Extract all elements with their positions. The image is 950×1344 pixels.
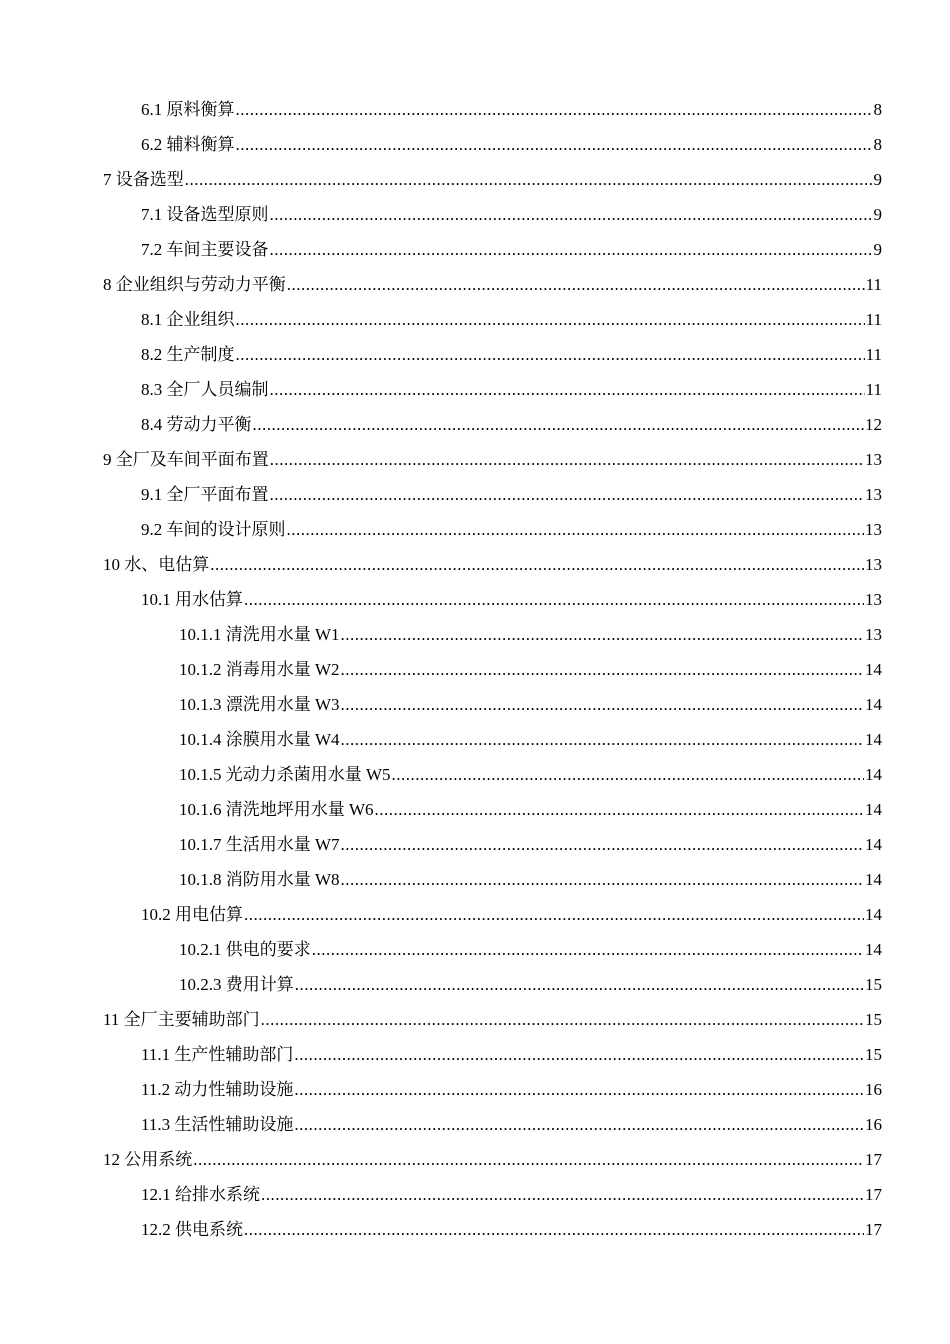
toc-dot-leader — [210, 547, 864, 582]
toc-entry[interactable] — [103, 232, 882, 267]
toc-dot-leader — [236, 92, 873, 127]
toc-entry[interactable] — [103, 757, 882, 792]
toc-entry-page-number: 14 — [865, 940, 882, 959]
toc-entry[interactable] — [103, 127, 882, 162]
toc-dot-leader — [294, 1037, 864, 1072]
toc-entry[interactable] — [103, 267, 882, 302]
toc-entry[interactable] — [103, 1212, 882, 1247]
toc-entry[interactable] — [103, 372, 882, 407]
toc-dot-leader — [270, 232, 873, 267]
toc-dot-leader — [341, 827, 864, 862]
toc-dot-leader — [295, 967, 864, 1002]
toc-entry-page-number: 17 — [865, 1220, 882, 1239]
toc-entry[interactable] — [103, 92, 882, 127]
toc-dot-leader — [253, 407, 865, 442]
toc-dot-leader — [341, 687, 864, 722]
toc-dot-leader — [341, 722, 864, 757]
toc-entry-page-number: 11 — [865, 380, 882, 399]
toc-entry[interactable] — [103, 582, 882, 617]
toc-entry-page-number: 11 — [865, 275, 882, 294]
toc-entry[interactable] — [103, 862, 882, 897]
toc-dot-leader — [287, 267, 865, 302]
toc-entry-page-number: 9 — [873, 205, 882, 224]
toc-entry-page-number: 11 — [865, 345, 882, 364]
toc-entry[interactable] — [103, 652, 882, 687]
toc-entry[interactable] — [103, 512, 882, 547]
toc-dot-leader — [287, 512, 865, 547]
toc-entry-title: 7 设备选型 — [103, 170, 184, 189]
toc-entry-page-number: 14 — [865, 905, 882, 924]
table-of-contents — [103, 92, 882, 1247]
toc-entry-title: 12 公用系统 — [103, 1150, 193, 1169]
toc-entry-title: 10 水、电估算 — [103, 555, 210, 574]
toc-entry[interactable] — [103, 1107, 882, 1142]
toc-entry-title: 8 企业组织与劳动力平衡 — [103, 275, 286, 294]
toc-entry-title: 10.1.5 光动力杀菌用水量 W5 — [179, 765, 391, 784]
toc-entry-page-number: 14 — [865, 800, 882, 819]
toc-entry[interactable] — [103, 1002, 882, 1037]
toc-dot-leader — [193, 1142, 864, 1177]
toc-entry[interactable] — [103, 442, 882, 477]
toc-entry[interactable] — [103, 792, 882, 827]
toc-entry-title: 11 全厂主要辅助部门 — [103, 1010, 260, 1029]
toc-entry-page-number: 13 — [865, 520, 882, 539]
toc-entry-title: 7.2 车间主要设备 — [141, 240, 269, 259]
toc-dot-leader — [236, 127, 873, 162]
toc-dot-leader — [294, 1072, 864, 1107]
toc-entry[interactable] — [103, 1037, 882, 1072]
toc-entry-title: 10.1.1 清洗用水量 W1 — [179, 625, 340, 644]
toc-entry-page-number: 17 — [865, 1150, 882, 1169]
toc-entry-page-number: 14 — [865, 660, 882, 679]
toc-dot-leader — [244, 897, 864, 932]
toc-dot-leader — [270, 477, 865, 512]
toc-entry-title: 8.1 企业组织 — [141, 310, 235, 329]
toc-entry-title: 11.3 生活性辅助设施 — [141, 1115, 294, 1134]
toc-dot-leader — [261, 1177, 864, 1212]
toc-entry-title: 10.1 用水估算 — [141, 590, 243, 609]
toc-entry[interactable] — [103, 722, 882, 757]
toc-dot-leader — [294, 1107, 864, 1142]
toc-entry-page-number: 13 — [865, 555, 882, 574]
toc-dot-leader — [236, 337, 865, 372]
toc-entry[interactable] — [103, 827, 882, 862]
toc-entry-title: 12.1 给排水系统 — [141, 1185, 260, 1204]
toc-entry[interactable] — [103, 337, 882, 372]
toc-dot-leader — [185, 162, 873, 197]
toc-entry-page-number: 14 — [865, 730, 882, 749]
toc-entry-page-number: 17 — [865, 1185, 882, 1204]
toc-entry-title: 9.2 车间的设计原则 — [141, 520, 286, 539]
toc-entry-title: 12.2 供电系统 — [141, 1220, 243, 1239]
toc-entry-title: 7.1 设备选型原则 — [141, 205, 269, 224]
toc-entry-page-number: 14 — [865, 765, 882, 784]
toc-entry-title: 10.2.3 费用计算 — [179, 975, 294, 994]
toc-entry-title: 9.1 全厂平面布置 — [141, 485, 269, 504]
toc-entry-title: 10.2.1 供电的要求 — [179, 940, 311, 959]
toc-entry-page-number: 13 — [865, 625, 882, 644]
toc-entry[interactable] — [103, 897, 882, 932]
toc-entry[interactable] — [103, 967, 882, 1002]
toc-entry[interactable] — [103, 617, 882, 652]
toc-entry[interactable] — [103, 407, 882, 442]
toc-entry-page-number: 8 — [873, 135, 882, 154]
toc-entry-title: 10.1.4 涂膜用水量 W4 — [179, 730, 340, 749]
toc-entry-title: 6.2 辅料衡算 — [141, 135, 235, 154]
toc-entry-page-number: 15 — [865, 1010, 882, 1029]
toc-entry-page-number: 16 — [865, 1115, 882, 1134]
toc-entry-page-number: 16 — [865, 1080, 882, 1099]
toc-entry-title: 11.1 生产性辅助部门 — [141, 1045, 294, 1064]
toc-dot-leader — [244, 582, 864, 617]
toc-entry[interactable] — [103, 687, 882, 722]
toc-entry-title: 8.2 生产制度 — [141, 345, 235, 364]
toc-entry-page-number: 12 — [865, 415, 882, 434]
toc-dot-leader — [341, 617, 864, 652]
toc-entry[interactable] — [103, 197, 882, 232]
toc-entry-page-number: 9 — [873, 240, 882, 259]
toc-entry[interactable] — [103, 162, 882, 197]
toc-dot-leader — [312, 932, 864, 967]
toc-entry-title: 8.4 劳动力平衡 — [141, 415, 252, 434]
toc-entry-title: 8.3 全厂人员编制 — [141, 380, 269, 399]
toc-dot-leader — [341, 652, 864, 687]
toc-dot-leader — [392, 757, 864, 792]
toc-entry-page-number: 14 — [865, 870, 882, 889]
toc-entry[interactable] — [103, 477, 882, 512]
toc-entry-title: 11.2 动力性辅助设施 — [141, 1080, 294, 1099]
toc-entry-title: 10.1.2 消毒用水量 W2 — [179, 660, 340, 679]
toc-entry-page-number: 13 — [865, 590, 882, 609]
toc-dot-leader — [261, 1002, 864, 1037]
toc-entry-page-number: 9 — [873, 170, 882, 189]
toc-entry-page-number: 13 — [865, 485, 882, 504]
toc-entry-title: 10.1.7 生活用水量 W7 — [179, 835, 340, 854]
toc-entry[interactable] — [103, 547, 882, 582]
toc-entry[interactable] — [103, 1142, 882, 1177]
toc-entry-page-number: 15 — [865, 975, 882, 994]
toc-dot-leader — [236, 302, 865, 337]
toc-entry-page-number: 14 — [865, 695, 882, 714]
toc-entry-title: 10.1.6 清洗地坪用水量 W6 — [179, 800, 374, 819]
toc-dot-leader — [270, 197, 873, 232]
toc-entry-page-number: 13 — [865, 450, 882, 469]
toc-entry-page-number: 11 — [865, 310, 882, 329]
toc-entry-page-number: 14 — [865, 835, 882, 854]
toc-dot-leader — [270, 372, 865, 407]
toc-entry-title: 10.1.8 消防用水量 W8 — [179, 870, 340, 889]
toc-dot-leader — [270, 442, 864, 477]
toc-entry-page-number: 8 — [873, 100, 882, 119]
toc-entry-title: 10.1.3 漂洗用水量 W3 — [179, 695, 340, 714]
toc-entry[interactable] — [103, 1177, 882, 1212]
toc-dot-leader — [244, 1212, 864, 1247]
toc-dot-leader — [341, 862, 864, 897]
toc-entry-title: 6.1 原料衡算 — [141, 100, 235, 119]
toc-dot-leader — [375, 792, 864, 827]
toc-entry-title: 10.2 用电估算 — [141, 905, 243, 924]
toc-entry[interactable] — [103, 932, 882, 967]
toc-entry[interactable] — [103, 302, 882, 337]
toc-entry-page-number: 15 — [865, 1045, 882, 1064]
toc-entry[interactable] — [103, 1072, 882, 1107]
toc-entry-title: 9 全厂及车间平面布置 — [103, 450, 269, 469]
